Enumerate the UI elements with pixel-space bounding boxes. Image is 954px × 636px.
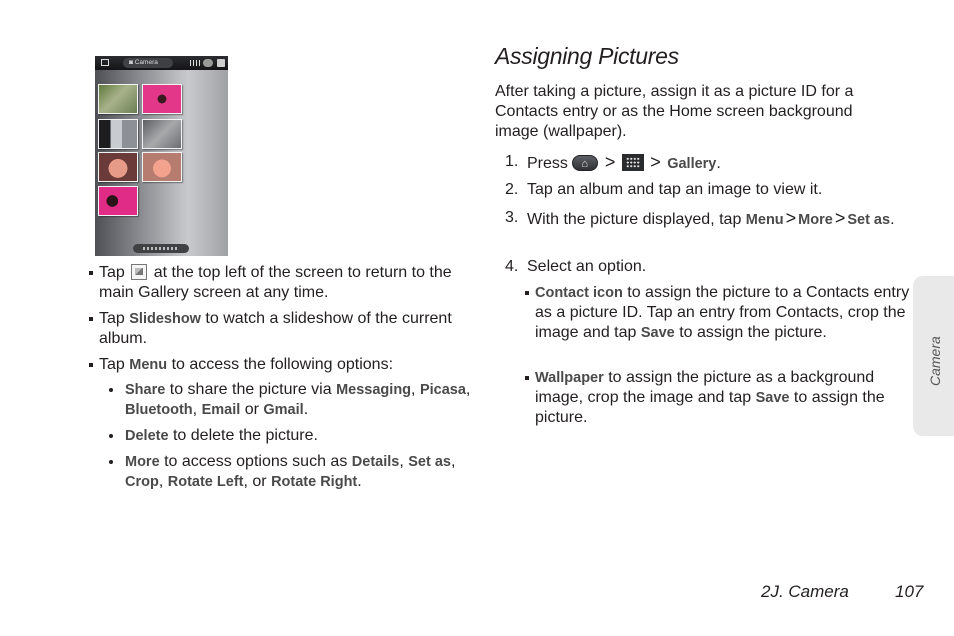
option-text: or xyxy=(244,401,259,418)
picasa-label: Picasa xyxy=(419,382,466,398)
bullet-text: Tap xyxy=(99,310,125,327)
step-number: 3. xyxy=(505,209,519,226)
step-text: Select an option. xyxy=(527,258,647,275)
gmail-label: Gmail xyxy=(263,402,304,418)
bullet-text: Tap xyxy=(99,356,125,373)
bullet-text: Tap xyxy=(99,264,125,281)
step-3 xyxy=(505,208,907,230)
applications-icon xyxy=(622,154,644,171)
camera-album-text: Camera xyxy=(134,59,158,66)
bullet-square xyxy=(89,271,93,275)
punct: , xyxy=(450,453,456,470)
arrow-separator: > xyxy=(604,152,616,172)
footer-section: 2J. Camera xyxy=(761,582,849,601)
thumbnail xyxy=(98,84,138,114)
punct: , or xyxy=(243,473,267,490)
punct: . xyxy=(890,211,895,228)
menu-label: Menu xyxy=(129,357,168,373)
thumbnail xyxy=(98,152,138,182)
option-delete xyxy=(125,426,471,446)
bullet-dot xyxy=(109,388,113,392)
bullet-square xyxy=(89,363,93,367)
option-more xyxy=(125,452,471,492)
intro-paragraph: After taking a picture, assign it as a picture ID for a Contacts entry or as the Home screen background image (wallpaper). xyxy=(495,83,854,140)
punct: , xyxy=(158,473,164,490)
gallery-screenshot xyxy=(95,56,228,256)
gallery-icon xyxy=(101,59,109,66)
arrow-separator: > xyxy=(785,208,797,228)
email-label: Email xyxy=(201,402,241,418)
punct: , xyxy=(399,453,404,470)
screenshot-scrollbar xyxy=(133,244,189,253)
step-number: 4. xyxy=(505,258,519,275)
bullet-dot xyxy=(109,434,113,438)
punct: . xyxy=(303,401,309,418)
bullet-gallery-icon xyxy=(99,263,471,303)
thumbnail xyxy=(98,186,138,216)
thumbnail xyxy=(142,84,182,114)
bullet-square xyxy=(525,376,529,380)
arrow-separator: > xyxy=(650,152,661,172)
rotate-right-label: Rotate Right xyxy=(271,474,358,490)
option-text: to assign the picture. xyxy=(679,324,827,341)
punct: , xyxy=(411,381,416,398)
messaging-label: Messaging xyxy=(336,382,412,398)
step-2 xyxy=(505,180,907,200)
slideshow-icon xyxy=(217,59,225,67)
rotate-left-label: Rotate Left xyxy=(167,474,244,490)
step-1 xyxy=(505,152,907,174)
punct: , xyxy=(192,401,198,418)
punct: . xyxy=(357,473,362,490)
bullet-text: to watch a slideshow of the current album. xyxy=(99,310,452,347)
step-4 xyxy=(505,257,907,277)
bullet-dot xyxy=(109,460,113,464)
thumbnail xyxy=(142,119,182,149)
step-text: Tap an album and tap an image to view it. xyxy=(527,181,823,198)
grid-view-icon xyxy=(190,60,200,66)
more-label: More xyxy=(125,454,160,470)
camera-album-label: ◙ Camera xyxy=(123,58,173,68)
crop-label: Crop xyxy=(125,474,159,490)
screenshot-status-bar xyxy=(95,56,228,70)
option-contact-icon xyxy=(535,283,910,343)
save-label: Save xyxy=(640,325,675,341)
bullet-square xyxy=(525,291,529,295)
step-text: With the picture displayed, tap xyxy=(527,211,742,228)
home-key-icon xyxy=(572,155,598,171)
page-number: 107 xyxy=(895,582,924,601)
gallery-label: Gallery xyxy=(667,156,717,172)
toggle-icon xyxy=(203,59,213,67)
thumbnail xyxy=(142,152,182,182)
bullet-square xyxy=(89,317,93,321)
contact-icon-label: Contact icon xyxy=(535,285,623,301)
save-label: Save xyxy=(755,390,790,406)
step-number: 1. xyxy=(505,153,519,170)
delete-label: Delete xyxy=(125,428,169,444)
bullet-text: at the top left of the screen to return to the main Gallery screen at any time. xyxy=(99,264,452,301)
chapter-tab-label: Camera xyxy=(927,336,943,386)
bullet-text: to access the following options: xyxy=(171,356,394,373)
option-wallpaper xyxy=(535,368,910,428)
bluetooth-label: Bluetooth xyxy=(125,402,193,418)
set-as-label: Set as xyxy=(408,454,451,470)
option-text: to assign the picture to a Contacts entry as a picture ID. Tap an entry from Contacts, crop the image and tap xyxy=(535,284,910,341)
bullet-slideshow xyxy=(99,309,471,349)
details-label: Details xyxy=(351,454,400,470)
option-text: to access options such as xyxy=(164,453,348,470)
wallpaper-label: Wallpaper xyxy=(535,370,604,386)
option-share xyxy=(125,380,471,420)
gallery-icon xyxy=(131,264,147,280)
bullet-menu xyxy=(99,355,471,375)
option-text: to share the picture via xyxy=(169,381,332,398)
thumbnail xyxy=(98,119,138,149)
slideshow-label: Slideshow xyxy=(129,311,201,327)
section-title: Assigning Pictures xyxy=(495,43,679,69)
step-text: Press xyxy=(527,155,568,172)
punct: . xyxy=(716,155,721,172)
chapter-side-tab xyxy=(913,276,954,436)
set-as-label: Set as xyxy=(847,212,891,228)
punct: , xyxy=(465,381,471,398)
more-label: More xyxy=(798,212,833,228)
option-text: to delete the picture. xyxy=(172,427,318,444)
arrow-separator: > xyxy=(834,208,846,228)
option-text: to assign the picture. xyxy=(535,389,885,426)
step-number: 2. xyxy=(505,181,519,198)
menu-label: Menu xyxy=(745,212,784,228)
option-text: to assign the picture as a background image, crop the image and tap xyxy=(535,369,875,406)
share-label: Share xyxy=(125,382,166,398)
